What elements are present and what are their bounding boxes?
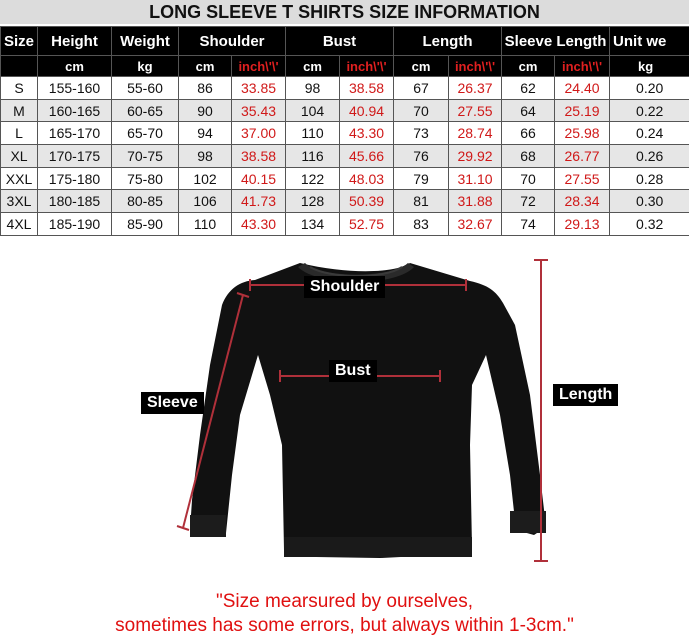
table-cell: 104 [286, 99, 340, 122]
table-cell: 85-90 [112, 213, 179, 236]
table-cell: 55-60 [112, 77, 179, 100]
unit-cell: kg [610, 56, 689, 77]
table-row [1, 99, 689, 122]
table-cell: 65-70 [112, 122, 179, 145]
table-cell: 70 [394, 99, 449, 122]
table-cell: 26.77 [555, 145, 610, 168]
table-cell: 45.66 [340, 145, 394, 168]
unit-cell: inch\'\' [555, 56, 610, 77]
table-cell: 175-180 [38, 167, 112, 190]
table-cell: 0.32 [610, 213, 689, 236]
table-cell: 74 [502, 213, 555, 236]
length-label: Length [553, 384, 618, 406]
shoulder-label: Shoulder [304, 276, 385, 298]
table-cell: 50.39 [340, 190, 394, 213]
table-cell: 116 [286, 145, 340, 168]
table-cell: 60-65 [112, 99, 179, 122]
table-cell: 27.55 [449, 99, 502, 122]
table-cell: 180-185 [38, 190, 112, 213]
table-cell: 0.30 [610, 190, 689, 213]
table-cell: 37.00 [232, 122, 286, 145]
sweatshirt-image [190, 263, 546, 558]
table-cell: 52.75 [340, 213, 394, 236]
table-cell: 0.24 [610, 122, 689, 145]
unit-cell: cm [179, 56, 232, 77]
table-cell: 43.30 [232, 213, 286, 236]
table-cell: 43.30 [340, 122, 394, 145]
table-cell: M [1, 99, 38, 122]
table-cell: 94 [179, 122, 232, 145]
table-cell: 62 [502, 77, 555, 100]
table-cell: 38.58 [340, 77, 394, 100]
table-cell: 27.55 [555, 167, 610, 190]
table-cell: 86 [179, 77, 232, 100]
header-length: Length [394, 27, 502, 56]
table-cell: 67 [394, 77, 449, 100]
table-cell: 110 [179, 213, 232, 236]
table-cell: 41.73 [232, 190, 286, 213]
table-cell: 26.37 [449, 77, 502, 100]
disclaimer-line-1: "Size mearsured by ourselves, [215, 591, 474, 612]
table-cell: S [1, 77, 38, 100]
table-cell: 25.19 [555, 99, 610, 122]
table-cell: 32.67 [449, 213, 502, 236]
table-cell: 128 [286, 190, 340, 213]
table-cell: 25.98 [555, 122, 610, 145]
table-cell: 76 [394, 145, 449, 168]
table-cell: 35.43 [232, 99, 286, 122]
table-cell: 72 [502, 190, 555, 213]
unit-cell [1, 56, 38, 77]
header-unit-weight: Unit we [610, 27, 689, 56]
table-cell: 122 [286, 167, 340, 190]
unit-cell: cm [502, 56, 555, 77]
table-cell: 0.26 [610, 145, 689, 168]
unit-cell: inch\'\' [340, 56, 394, 77]
header-bust: Bust [286, 27, 394, 56]
table-cell: 24.40 [555, 77, 610, 100]
header-row [1, 27, 689, 56]
unit-cell: inch\'\' [232, 56, 286, 77]
table-cell: 38.58 [232, 145, 286, 168]
bust-label: Bust [329, 360, 377, 382]
unit-cell: cm [394, 56, 449, 77]
table-cell: 90 [179, 99, 232, 122]
table-cell: 83 [394, 213, 449, 236]
table-cell: 106 [179, 190, 232, 213]
table-cell: 73 [394, 122, 449, 145]
header-weight: Weight [112, 27, 179, 56]
table-cell: 0.20 [610, 77, 689, 100]
table-cell: 79 [394, 167, 449, 190]
table-cell: 68 [502, 145, 555, 168]
table-cell: 102 [179, 167, 232, 190]
table-cell: 28.34 [555, 190, 610, 213]
table-cell: 31.10 [449, 167, 502, 190]
header-height: Height [38, 27, 112, 56]
table-cell: 0.22 [610, 99, 689, 122]
size-table [0, 26, 689, 236]
table-cell: 70-75 [112, 145, 179, 168]
table-cell: 31.88 [449, 190, 502, 213]
table-cell: 3XL [1, 190, 38, 213]
table-cell: 160-165 [38, 99, 112, 122]
disclaimer-line-2: sometimes has some errors, but always within 1-3cm." [115, 615, 574, 636]
sweatshirt-diagram [0, 245, 689, 605]
table-cell: XXL [1, 167, 38, 190]
table-row [1, 213, 689, 236]
table-cell: 33.85 [232, 77, 286, 100]
unit-cell: kg [112, 56, 179, 77]
header-shoulder: Shoulder [179, 27, 286, 56]
table-cell: 28.74 [449, 122, 502, 145]
table-cell: 185-190 [38, 213, 112, 236]
unit-cell: cm [38, 56, 112, 77]
table-cell: 165-170 [38, 122, 112, 145]
table-cell: 155-160 [38, 77, 112, 100]
table-cell: 29.92 [449, 145, 502, 168]
header-sleeve-length: Sleeve Length [502, 27, 610, 56]
table-cell: 64 [502, 99, 555, 122]
header-size: Size [1, 27, 38, 56]
chart-title: LONG SLEEVE T SHIRTS SIZE INFORMATION [0, 0, 689, 24]
table-cell: 98 [286, 77, 340, 100]
table-cell: 70 [502, 167, 555, 190]
table-row [1, 145, 689, 168]
table-cell: 98 [179, 145, 232, 168]
table-cell: 48.03 [340, 167, 394, 190]
table-cell: 134 [286, 213, 340, 236]
table-cell: 80-85 [112, 190, 179, 213]
table-cell: 110 [286, 122, 340, 145]
table-cell: 0.28 [610, 167, 689, 190]
table-cell: 66 [502, 122, 555, 145]
table-cell: 40.15 [232, 167, 286, 190]
unit-cell: cm [286, 56, 340, 77]
unit-row [1, 56, 689, 77]
sleeve-label: Sleeve [141, 392, 204, 414]
table-cell: L [1, 122, 38, 145]
table-cell: 40.94 [340, 99, 394, 122]
table-cell: 81 [394, 190, 449, 213]
table-cell: 29.13 [555, 213, 610, 236]
unit-cell: inch\'\' [449, 56, 502, 77]
table-cell: XL [1, 145, 38, 168]
table-row [1, 190, 689, 213]
table-cell: 4XL [1, 213, 38, 236]
table-row [1, 122, 689, 145]
table-cell: 170-175 [38, 145, 112, 168]
table-cell: 75-80 [112, 167, 179, 190]
table-row [1, 77, 689, 100]
table-row [1, 167, 689, 190]
